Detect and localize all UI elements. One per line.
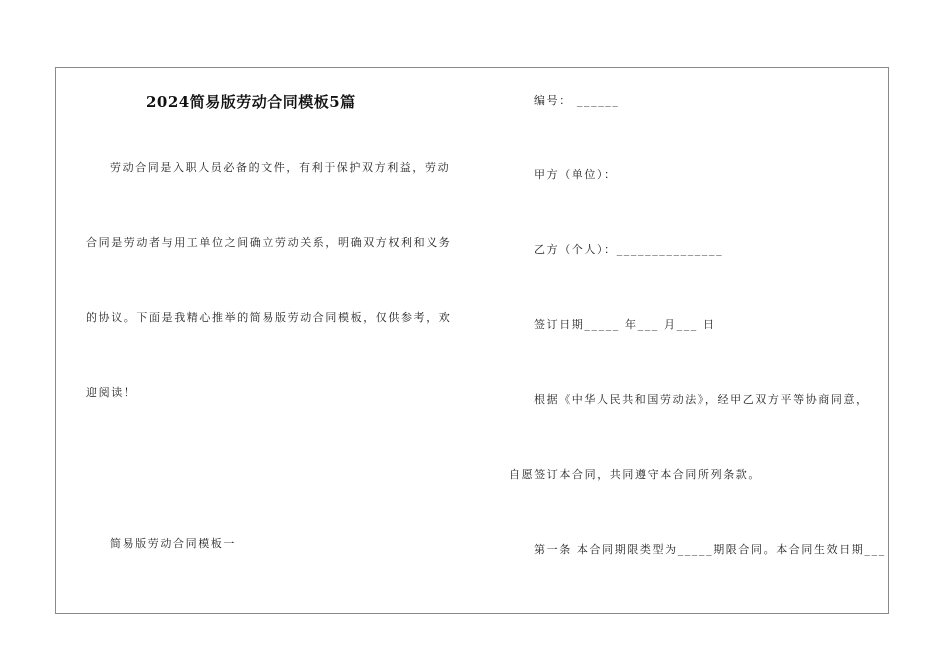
document-title: 2024简易版劳动合同模板5篇 (146, 93, 356, 111)
party-b-line: 乙方（个人）：_______________ (534, 243, 724, 256)
section-heading: 简易版劳动合同模板一 (110, 537, 236, 550)
sign-date-line: 签订日期_____ 年___ 月___ 日 (534, 318, 716, 331)
party-a-line: 甲方（单位）： (534, 168, 617, 181)
contract-number-line: 编号： ______ (534, 94, 620, 107)
law-basis-line-1: 根据《中华人民共和国劳动法》，经甲乙双方平等协商同意， (534, 393, 869, 406)
page-frame (55, 67, 889, 614)
article-1-line: 第一条 本合同期限类型为_____期限合同。本合同生效日期___ (534, 543, 886, 556)
intro-line-1: 劳动合同是入职人员必备的文件，有利于保护双方利益，劳动 (110, 161, 451, 174)
intro-line-2: 合同是劳动者与用工单位之间确立劳动关系，明确双方权利和义务 (86, 236, 452, 249)
intro-line-4: 迎阅读！ (86, 386, 137, 399)
law-basis-line-2: 自愿签订本合同，共同遵守本合同所列条款。 (509, 468, 761, 481)
intro-line-3: 的协议。下面是我精心推举的简易版劳动合同模板，仅供参考，欢 (86, 311, 452, 324)
